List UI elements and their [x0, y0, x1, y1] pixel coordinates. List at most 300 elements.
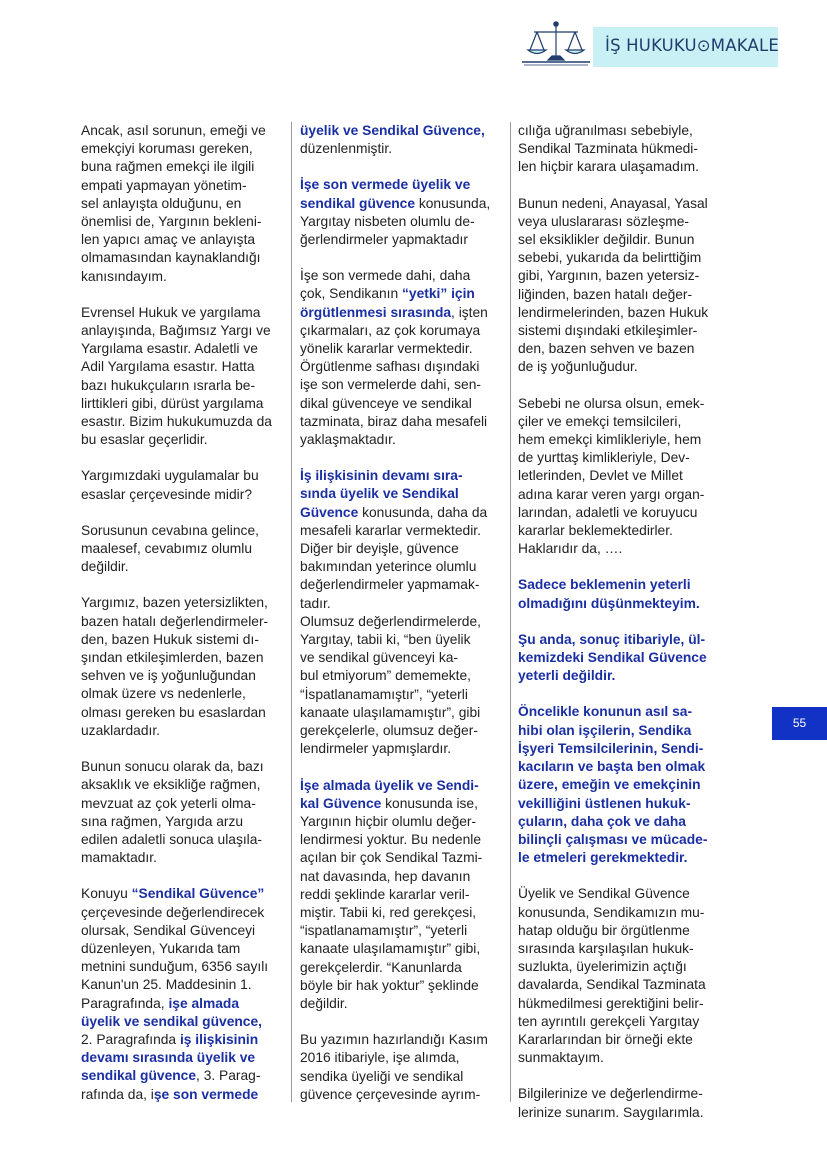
- text-run: , 3. Parag-: [196, 1068, 261, 1084]
- text-line: [81, 995, 284, 1013]
- text-line: [81, 958, 284, 976]
- text-run: değildir.: [81, 559, 129, 575]
- text-line: [518, 249, 726, 267]
- text-run: lendirmesi yoktur. Bu nedenle: [300, 832, 481, 848]
- text-line: [81, 649, 284, 667]
- text-run: hatap olduğu bir örgütlenme: [518, 922, 690, 938]
- text-line: [300, 431, 500, 449]
- text-run: çuların, daha çok ve daha: [518, 813, 686, 829]
- text-run: buna rağmen emekçi ile ilgili: [81, 159, 255, 175]
- text-run: sebebi, yukarıda da belirttiğim: [518, 250, 702, 266]
- text-line: [300, 340, 500, 358]
- text-run: bu esaslar geçerlidir.: [81, 432, 208, 448]
- highlighted-text: üyelik ve Sendikal Güvence,: [300, 123, 485, 138]
- text-line: [81, 340, 284, 358]
- text-run: den, bazen sehven ve bazen: [518, 341, 695, 357]
- highlighted-text: “Sendikal Güvence”: [131, 886, 265, 902]
- text-run: ve sendikal güvenceyi ka-: [300, 650, 458, 666]
- text-line: [300, 1031, 500, 1049]
- text-line: [81, 1067, 284, 1085]
- text-line: [300, 686, 500, 704]
- text-run: İşe son vermede dahi, daha: [300, 268, 471, 284]
- text-run: davalarda, Sendikal Tazminata: [518, 977, 706, 993]
- text-run: mamaktadır.: [81, 850, 157, 866]
- page-number: 55: [792, 716, 807, 730]
- text-run: bakımından yeterince olumlu: [300, 559, 477, 575]
- text-line: [300, 122, 500, 140]
- text-line: [300, 595, 500, 613]
- text-line: [81, 1086, 284, 1104]
- text-line: [518, 958, 726, 976]
- text-run: şından etkileşimlerden, bazen: [81, 650, 264, 666]
- text-run: le etmeleri gerekmektedir.: [518, 850, 688, 866]
- text-line: [300, 504, 500, 522]
- text-line: [81, 540, 284, 558]
- text-line: [81, 922, 284, 940]
- paragraph: [81, 885, 284, 1103]
- text-line: [81, 395, 284, 413]
- text-line: [518, 995, 726, 1013]
- text-line: [300, 1068, 500, 1086]
- text-run: konusunda, daha da: [358, 504, 488, 520]
- text-run: tadır.: [300, 595, 331, 611]
- text-run: lendirmeler yapmışlardır.: [300, 741, 452, 757]
- text-line: [300, 176, 500, 194]
- text-run: bazen hatalı değerlendirmeler-: [81, 613, 269, 629]
- text-line: [81, 831, 284, 849]
- text-line: [518, 758, 726, 776]
- text-run: kararlar beklemektedirler.: [518, 523, 673, 539]
- text-line: [518, 922, 726, 940]
- text-run: bazı hukukçuların ısrarla be-: [81, 377, 256, 393]
- text-line: [518, 286, 726, 304]
- text-run: Üyelik ve Sendikal Güvence: [518, 886, 690, 902]
- highlighted-text: sendikal güvence: [300, 195, 416, 211]
- text-line: [81, 358, 284, 376]
- text-line: [518, 140, 726, 158]
- text-run: hem emekçi kimlikleriyle, hem: [518, 432, 702, 448]
- text-run: esaslar çerçevesinde midir?: [81, 486, 252, 502]
- highlighted-text: kal Güvence: [300, 795, 382, 811]
- text-line: [81, 467, 284, 485]
- text-line: [81, 413, 284, 431]
- text-line: [518, 813, 726, 831]
- highlighted-text: sında üyelik ve Sendikal: [300, 486, 459, 502]
- text-run: Evrensel Hukuk ve yargılama: [81, 304, 261, 320]
- text-line: [81, 231, 284, 249]
- paragraph: [300, 1031, 500, 1104]
- highlighted-text: sendikal güvence: [81, 1068, 197, 1084]
- text-line: [300, 1049, 500, 1067]
- paragraph: [81, 122, 284, 286]
- text-run: kanaate ulaşılamamıştır”, gibi: [300, 704, 481, 720]
- paragraph: [518, 195, 726, 377]
- text-run: sistemi dışındaki etkileşimler-: [518, 323, 698, 339]
- text-run: olması gereken bu esaslardan: [81, 704, 266, 720]
- text-run: önemlisi de, Yargının bekleni-: [81, 214, 262, 230]
- text-line: [518, 722, 726, 740]
- text-line: [518, 449, 726, 467]
- text-run: Bu yazımın hazırlandığı Kasım: [300, 1032, 488, 1048]
- text-line: [300, 540, 500, 558]
- text-run: lendirmelerinden, bazen Hukuk: [518, 304, 709, 320]
- text-line: [300, 777, 500, 795]
- text-line: [518, 576, 726, 594]
- text-line: [300, 959, 500, 977]
- text-line: [81, 431, 284, 449]
- text-line: [81, 594, 284, 612]
- paragraph: [300, 777, 500, 1014]
- text-line: [81, 558, 284, 576]
- text-line: [81, 304, 284, 322]
- text-run: İşyeri Temsilcilerinin, Sendi-: [518, 740, 704, 756]
- text-line: [300, 631, 500, 649]
- paragraph: [300, 613, 500, 759]
- text-column-2: [300, 122, 500, 1122]
- text-line: [518, 504, 726, 522]
- text-run: empati yapmayan yönetim-: [81, 177, 247, 193]
- text-run: adına karar veren yargı organ-: [518, 486, 705, 502]
- paragraph: [81, 594, 284, 740]
- text-run: maalesef, cevabımız olumlu: [81, 541, 252, 557]
- text-run: gibi, Yargının, bazen yetersiz-: [518, 268, 700, 284]
- text-line: [81, 1049, 284, 1067]
- highlighted-text: işe almada: [168, 995, 239, 1011]
- text-run: tazminata, biraz daha mesafeli: [300, 413, 488, 429]
- text-line: [518, 649, 726, 667]
- text-line: [518, 540, 726, 558]
- text-run: kacıların ve başta ben olmak: [518, 759, 706, 775]
- text-line: [518, 413, 726, 431]
- column-divider-1: [291, 122, 292, 1102]
- text-line: [300, 140, 500, 158]
- text-line: [81, 613, 284, 631]
- text-line: [81, 158, 284, 176]
- text-run: lerinize sunarım. Saygılarımla.: [518, 1104, 704, 1120]
- text-run: emekçiyi koruması gereken,: [81, 141, 253, 157]
- text-line: [518, 904, 726, 922]
- text-run: Yargının hiçbir olumlu değer-: [300, 813, 477, 829]
- text-run: olmamasından kaynaklandığı: [81, 250, 261, 266]
- text-run: açılan bir çok Sendikal Tazmi-: [300, 850, 483, 866]
- text-run: vekilliğini üstlenen hukuk-: [518, 795, 691, 811]
- text-line: [518, 1013, 726, 1031]
- text-run: kanısındayım.: [81, 268, 167, 284]
- paragraph: [81, 758, 284, 867]
- text-run: metnini sunduğum, 6356 sayılı: [81, 959, 269, 975]
- text-line: [518, 631, 726, 649]
- text-run: nat davasında, hep davanın: [300, 868, 471, 884]
- text-line: [300, 195, 500, 213]
- emphasis-paragraph: [518, 576, 726, 612]
- text-run: Sebebi ne olursa olsun, emek-: [518, 395, 705, 411]
- text-line: [518, 395, 726, 413]
- text-line: [518, 740, 726, 758]
- text-run: sehven ve iş yoğunluğundan: [81, 668, 256, 684]
- text-line: [81, 722, 284, 740]
- text-run: olursak, Sendikal Güvenceyi: [81, 922, 256, 938]
- text-run: Yargıtay, tabii ki, “ben üyelik: [300, 632, 471, 648]
- text-run: gerekçelerle, olumsuz değer-: [300, 723, 478, 739]
- text-run: sel eksiklikler değildir. Bunun: [518, 232, 695, 248]
- text-run: Kararlarından bir örneği ekte: [518, 1031, 693, 1047]
- highlighted-text: şe son vermede: [153, 1086, 259, 1102]
- text-run: lirttikleri gibi, dürüst yargılama: [81, 395, 264, 411]
- text-line: [81, 268, 284, 286]
- text-line: [518, 1085, 726, 1103]
- text-line: [81, 795, 284, 813]
- text-line: [300, 868, 500, 886]
- text-line: [518, 940, 726, 958]
- paragraph: [300, 467, 500, 613]
- text-run: çiler ve emekçi temsilcileri,: [518, 413, 682, 429]
- highlighted-text: örgütlenmesi sırasında: [300, 304, 452, 320]
- text-run: bul etmiyorum” dememekte,: [300, 668, 471, 684]
- text-run: düzenleyen, Yukarıda tam: [81, 940, 241, 956]
- text-run: sunmaktayım.: [518, 1050, 604, 1066]
- text-line: [81, 1013, 284, 1031]
- text-line: [81, 213, 284, 231]
- text-run: ten ayrıntılı gerekçeli Yargıtay: [518, 1013, 700, 1029]
- text-line: [518, 340, 726, 358]
- text-line: [81, 667, 284, 685]
- text-run: Sadece beklemenin yeterli: [518, 577, 691, 593]
- text-run: Bilgilerinize ve değerlendirme-: [518, 1086, 703, 1102]
- text-run: Yargımızdaki uygulamalar bu: [81, 468, 259, 484]
- text-run: “İspatlanamamıştır”, “yeterli: [300, 686, 468, 702]
- text-line: [81, 122, 284, 140]
- text-line: [300, 231, 500, 249]
- column-divider-2: [510, 122, 511, 1102]
- text-run: de yurttaş kimlikleriyle, Dev-: [518, 450, 690, 466]
- text-run: olmak üzere vs nedenlerle,: [81, 686, 246, 702]
- page-number-badge: [772, 707, 827, 740]
- text-run: yaklaşmaktadır.: [300, 432, 396, 448]
- text-run: kanaate ulaşılamamıştır” gibi,: [300, 941, 481, 957]
- text-run: Yargılama esastır. Adaletli ve: [81, 341, 258, 357]
- text-line: [518, 1104, 726, 1122]
- text-line: [81, 904, 284, 922]
- text-run: Paragrafında,: [81, 995, 169, 1011]
- highlighted-text: İş ilişkisinin devamı sıra-: [300, 468, 463, 484]
- text-line: [81, 813, 284, 831]
- text-line: [81, 704, 284, 722]
- text-run: Adil Yargılama esastır. Hatta: [81, 359, 255, 375]
- text-line: [81, 758, 284, 776]
- text-run: cılığa uğranılması sebebiyle,: [518, 123, 693, 138]
- text-line: [518, 358, 726, 376]
- text-line: [81, 849, 284, 867]
- text-line: [300, 467, 500, 485]
- text-line: [518, 667, 726, 685]
- paragraph: [81, 304, 284, 450]
- section-title: İŞ HUKUKU⊙MAKALE: [605, 36, 779, 55]
- text-run: “ispatlanamamıştır”, “yeterli: [300, 923, 468, 939]
- text-line: [81, 1031, 284, 1049]
- text-run: Ancak, asıl sorunun, emeği ve: [81, 123, 266, 138]
- text-run: 2. Paragrafında: [81, 1031, 180, 1047]
- text-run: gerekçelerdir. “Kanunlarda: [300, 959, 462, 975]
- text-run: Bunun nedeni, Anayasal, Yasal: [518, 195, 708, 211]
- text-line: [518, 231, 726, 249]
- highlighted-text: Güvence: [300, 504, 359, 520]
- text-line: [518, 522, 726, 540]
- paragraph: [518, 1085, 726, 1121]
- text-run: Yargımız, bazen yetersizlikten,: [81, 595, 268, 611]
- text-run: 2016 itibariyle, işe alımda,: [300, 1050, 460, 1066]
- paragraph: [81, 467, 284, 503]
- text-run: Haklarıdır da, ….: [518, 541, 623, 557]
- text-line: [81, 322, 284, 340]
- paragraph: [81, 522, 284, 577]
- text-line: [81, 249, 284, 267]
- text-run: sendika üyeliği ve sendikal: [300, 1068, 464, 1084]
- text-line: [81, 685, 284, 703]
- text-line: [518, 849, 726, 867]
- text-line: [300, 922, 500, 940]
- emphasis-paragraph: [518, 631, 726, 686]
- text-run: miştir. Tabii ki, red gerekçesi,: [300, 904, 477, 920]
- text-line: [518, 213, 726, 231]
- text-line: [81, 195, 284, 213]
- text-run: güvence çerçevesinde ayrım-: [300, 1086, 481, 1102]
- text-run: uzaklardadır.: [81, 722, 160, 738]
- text-run: Öncelikle konunun asıl sa-: [518, 704, 693, 720]
- text-run: sına rağmen, Yargıda arzu: [81, 813, 244, 829]
- text-run: olmadığını düşünmekteyim.: [518, 595, 700, 611]
- text-run: yönelik kararlar vermektedir.: [300, 341, 473, 357]
- text-line: [300, 886, 500, 904]
- highlighted-text: İşe son vermede üyelik ve: [300, 177, 471, 193]
- text-line: [81, 177, 284, 195]
- text-line: [300, 213, 500, 231]
- text-run: kemizdeki Sendikal Güvence: [518, 650, 707, 666]
- text-line: [300, 904, 500, 922]
- text-run: çerçevesinde değerlendirecek: [81, 904, 265, 920]
- text-run: üzere, emeğin ve emekçinin: [518, 777, 701, 793]
- text-run: veya uluslararası sözleşme-: [518, 213, 689, 229]
- text-line: [81, 631, 284, 649]
- text-run: çıkarmaları, az çok korumaya: [300, 322, 481, 338]
- text-run: Bunun sonucu olarak da, bazı: [81, 759, 264, 775]
- text-run: anlayışında, Bağımsız Yargı ve: [81, 323, 271, 339]
- text-run: sırasında karşılaşılan hukuk-: [518, 940, 694, 956]
- text-run: işe son vermelerde dahi, sen-: [300, 377, 481, 393]
- text-line: [300, 831, 500, 849]
- text-line: [518, 976, 726, 994]
- paragraph: [518, 395, 726, 559]
- highlighted-text: üyelik ve sendikal güvence,: [81, 1013, 262, 1029]
- text-line: [518, 122, 726, 140]
- text-run: Kanun'un 25. Maddesinin 1.: [81, 977, 252, 993]
- text-line: [300, 395, 500, 413]
- text-run: değerlendirmeler yapmamak-: [300, 577, 480, 593]
- text-run: rafında da, i: [81, 1086, 154, 1102]
- text-run: Sendikal Tazminata hükmedi-: [518, 141, 698, 157]
- text-line: [300, 795, 500, 813]
- text-run: edilen adaletli sonuca ulaşıla-: [81, 831, 263, 847]
- text-run: reddi şeklinde kararlar veril-: [300, 886, 470, 902]
- highlighted-text: devamı sırasında üyelik ve: [81, 1050, 256, 1066]
- text-column-3: [518, 122, 726, 1140]
- text-line: [300, 576, 500, 594]
- text-run: bilinçli çalışması ve mücade-: [518, 831, 708, 847]
- highlighted-text: “yetki” için: [402, 286, 475, 302]
- text-line: [81, 976, 284, 994]
- text-run: mesafeli kararlar vermektedir.: [300, 522, 481, 538]
- text-line: [518, 831, 726, 849]
- text-line: [518, 1031, 726, 1049]
- text-run: Şu anda, sonuç itibariyle, ül-: [518, 631, 706, 647]
- text-line: [518, 776, 726, 794]
- text-run: sel anlayışta olduğunu, en: [81, 195, 242, 211]
- paragraph: [300, 267, 500, 449]
- text-line: [300, 522, 500, 540]
- text-run: çok, Sendikanın: [300, 286, 403, 302]
- section-header: [593, 27, 778, 67]
- scales-of-justice-icon: [520, 18, 592, 68]
- text-line: [518, 431, 726, 449]
- text-run: yeterli değildir.: [518, 668, 616, 684]
- text-line: [300, 322, 500, 340]
- text-run: hükmedilmesi gerektiğini belir-: [518, 995, 704, 1011]
- text-line: [518, 267, 726, 285]
- text-run: düzenlenmiştir.: [300, 141, 393, 157]
- text-run: böyle bir hak yoktur” şeklinde: [300, 977, 479, 993]
- text-line: [300, 613, 500, 631]
- text-run: Diğer bir deyişle, güvence: [300, 541, 459, 557]
- text-run: Konuyu: [81, 886, 132, 902]
- text-line: [300, 722, 500, 740]
- text-line: [300, 849, 500, 867]
- text-run: Olumsuz değerlendirmelerde,: [300, 613, 481, 629]
- text-line: [300, 267, 500, 285]
- text-run: Yargıtay nisbeten olumlu de-: [300, 213, 475, 229]
- text-run: esastır. Bizim hukukumuzda da: [81, 414, 272, 430]
- text-line: [300, 740, 500, 758]
- text-line: [518, 885, 726, 903]
- text-run: konusunda,: [415, 195, 491, 211]
- highlighted-text: İşe almada üyelik ve Sendi-: [300, 777, 479, 793]
- text-line: [518, 304, 726, 322]
- text-line: [81, 377, 284, 395]
- emphasis-paragraph: [518, 703, 726, 867]
- text-run: letlerinden, Devlet ve Millet: [518, 468, 683, 484]
- text-run: dikal güvenceye ve sendikal: [300, 395, 472, 411]
- text-line: [81, 522, 284, 540]
- text-line: [300, 813, 500, 831]
- text-run: mevzuat az çok yeterli olma-: [81, 795, 256, 811]
- text-run: den, bazen Hukuk sistemi dı-: [81, 631, 259, 647]
- paragraph: [518, 122, 726, 177]
- text-line: [81, 140, 284, 158]
- text-run: suzlukta, üyelerimizin açtığı: [518, 959, 687, 975]
- text-line: [300, 485, 500, 503]
- text-run: ğerlendirmeler yapmaktadır: [300, 232, 468, 248]
- text-line: [518, 195, 726, 213]
- text-line: [300, 649, 500, 667]
- text-line: [300, 285, 500, 303]
- text-run: konusunda ise,: [381, 795, 478, 811]
- text-line: [300, 940, 500, 958]
- text-line: [518, 486, 726, 504]
- text-run: aksaklık ve eksikliğe rağmen,: [81, 777, 261, 793]
- text-line: [518, 467, 726, 485]
- text-line: [518, 158, 726, 176]
- paragraph: [300, 122, 500, 158]
- text-line: [300, 358, 500, 376]
- text-line: [81, 940, 284, 958]
